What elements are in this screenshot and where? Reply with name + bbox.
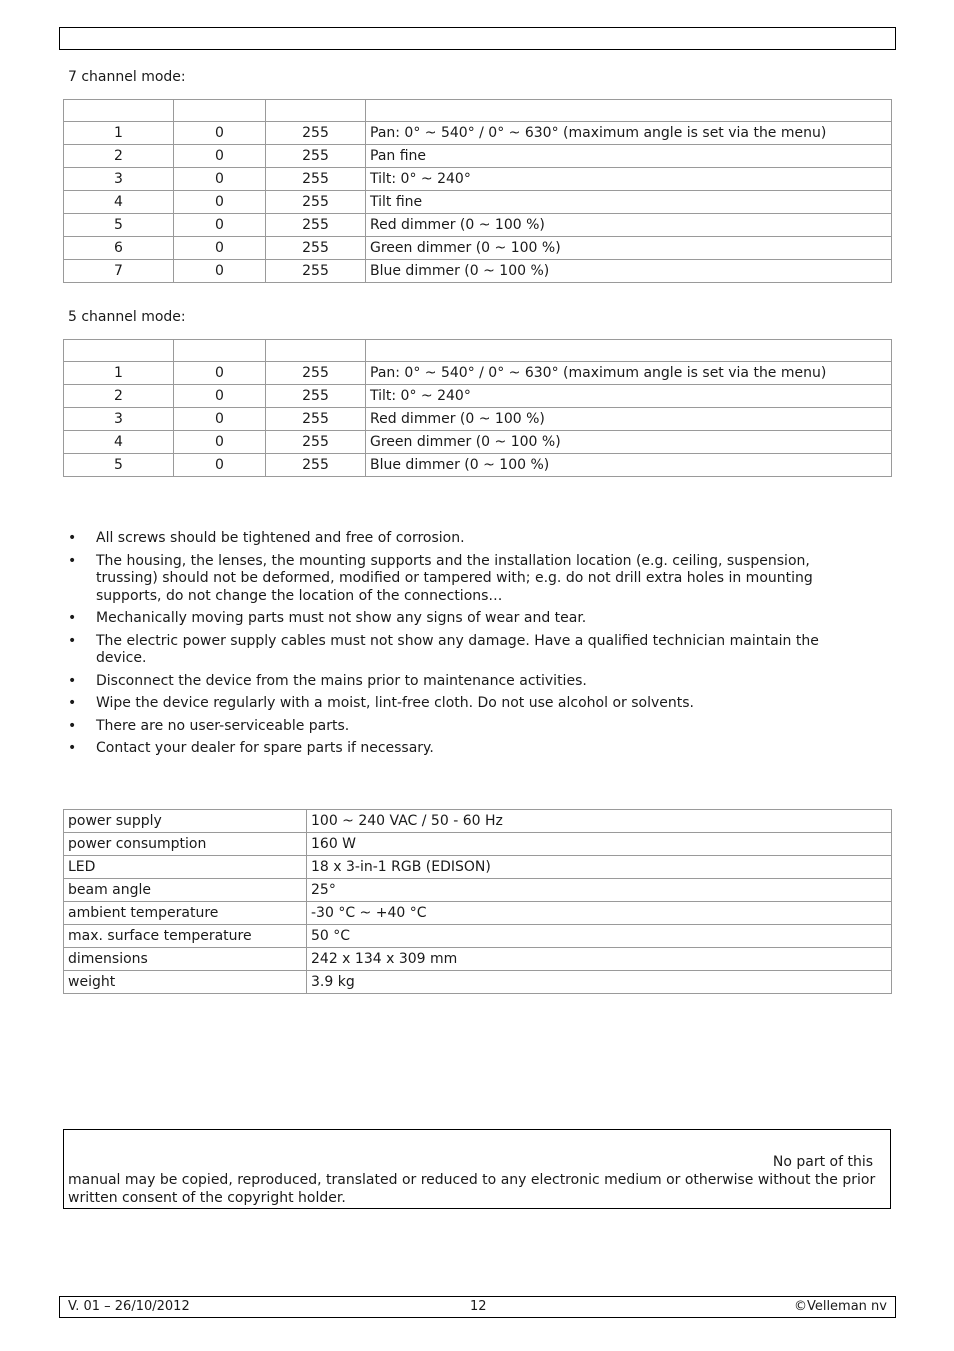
bullet-icon: • <box>68 530 77 546</box>
bullet-icon: • <box>68 610 77 626</box>
channel-cell: 6 <box>64 237 174 260</box>
channel-cell: 4 <box>64 191 174 214</box>
table-row <box>64 214 892 237</box>
list-item-text: Disconnect the device from the mains prior to maintenance activities. <box>96 672 587 689</box>
table-row <box>64 879 892 902</box>
spec-name-cell: max. surface temperature <box>64 925 307 948</box>
function-cell: Pan: 0° ~ 540° / 0° ~ 630° (maximum angle is set via the menu) <box>366 122 892 145</box>
spec-value-cell: 50 °C <box>307 925 892 948</box>
footer-version: V. 01 – 26/10/2012 <box>68 1299 190 1314</box>
channel-cell: 3 <box>64 168 174 191</box>
header-cell <box>366 340 892 362</box>
value-to-cell: 255 <box>266 431 366 454</box>
channel-cell: 5 <box>64 214 174 237</box>
specs-table <box>63 809 892 994</box>
channel-cell: 7 <box>64 260 174 283</box>
spec-name-cell: ambient temperature <box>64 902 307 925</box>
copyright-box <box>63 1129 891 1209</box>
spec-name-cell: LED <box>64 856 307 879</box>
spec-name-cell: power consumption <box>64 833 307 856</box>
spec-value-cell: 25° <box>307 879 892 902</box>
table-header-row <box>64 100 892 122</box>
value-to-cell: 255 <box>266 385 366 408</box>
table-row <box>64 168 892 191</box>
value-to-cell: 255 <box>266 122 366 145</box>
bullet-icon: • <box>68 632 77 649</box>
footer-page-number: 12 <box>470 1299 487 1314</box>
copyright-line1: No part of this <box>772 1154 873 1170</box>
table-row <box>64 191 892 214</box>
table-row <box>64 971 892 994</box>
table-row <box>64 385 892 408</box>
value-from-cell: 0 <box>174 191 266 214</box>
value-from-cell: 0 <box>174 260 266 283</box>
page-header-box <box>59 27 896 50</box>
table-row <box>64 948 892 971</box>
dmx7-table <box>63 99 892 283</box>
table-row <box>64 856 892 879</box>
table-row <box>64 902 892 925</box>
function-cell: Blue dimmer (0 ~ 100 %) <box>366 260 892 283</box>
list-item-text: The electric power supply cables must not show any damage. Have a qualified technician maintain the device. <box>96 632 819 666</box>
header-cell <box>266 340 366 362</box>
table-row <box>64 833 892 856</box>
function-cell: Blue dimmer (0 ~ 100 %) <box>366 454 892 477</box>
list-item <box>68 718 848 736</box>
table-row <box>64 122 892 145</box>
value-to-cell: 255 <box>266 191 366 214</box>
table-row <box>64 431 892 454</box>
function-cell: Red dimmer (0 ~ 100 %) <box>366 408 892 431</box>
bullet-icon: • <box>68 717 77 734</box>
function-cell: Green dimmer (0 ~ 100 %) <box>366 237 892 260</box>
channel-cell: 1 <box>64 362 174 385</box>
header-cell <box>174 100 266 122</box>
value-to-cell: 255 <box>266 260 366 283</box>
header-cell <box>174 340 266 362</box>
list-item <box>68 740 848 758</box>
channel-cell: 1 <box>64 122 174 145</box>
value-to-cell: 255 <box>266 362 366 385</box>
function-cell: Pan fine <box>366 145 892 168</box>
value-from-cell: 0 <box>174 122 266 145</box>
table-row <box>64 260 892 283</box>
spec-value-cell: 18 x 3-in-1 RGB (EDISON) <box>307 856 892 879</box>
list-item-text: Mechanically moving parts must not show any signs of wear and tear. <box>96 610 587 626</box>
table-header-row <box>64 340 892 362</box>
dmx7-label: 7 channel mode: <box>68 69 186 85</box>
table-row <box>64 237 892 260</box>
value-from-cell: 0 <box>174 145 266 168</box>
function-cell: Tilt fine <box>366 191 892 214</box>
channel-cell: 3 <box>64 408 174 431</box>
list-item <box>68 610 848 628</box>
list-item-text: The housing, the lenses, the mounting supports and the installation location (e.g. ceiling, suspension, trussing) should not be deformed, modified or tampered with; e.g. do not drill extra holes in mounting supports, do not change the location of the connections… <box>96 552 813 604</box>
header-cell <box>64 100 174 122</box>
list-item-text: Contact your dealer for spare parts if necessary. <box>96 740 434 756</box>
table-row <box>64 454 892 477</box>
spec-name-cell: dimensions <box>64 948 307 971</box>
value-to-cell: 255 <box>266 145 366 168</box>
bullet-icon: • <box>68 552 77 569</box>
dmx5-table <box>63 339 892 477</box>
copyright-text: manual may be copied, reproduced, translated or reduced to any electronic medium or otherwise without the prior written consent of the copyright holder. <box>68 1172 876 1206</box>
header-cell <box>266 100 366 122</box>
spec-name-cell: beam angle <box>64 879 307 902</box>
spec-value-cell: 242 x 134 x 309 mm <box>307 948 892 971</box>
table-row <box>64 925 892 948</box>
channel-cell: 5 <box>64 454 174 477</box>
function-cell: Red dimmer (0 ~ 100 %) <box>366 214 892 237</box>
value-from-cell: 0 <box>174 362 266 385</box>
bullet-icon: • <box>68 672 77 689</box>
value-from-cell: 0 <box>174 385 266 408</box>
value-from-cell: 0 <box>174 237 266 260</box>
maintenance-list <box>68 530 848 763</box>
value-from-cell: 0 <box>174 454 266 477</box>
function-cell: Green dimmer (0 ~ 100 %) <box>366 431 892 454</box>
bullet-icon: • <box>68 695 77 711</box>
channel-cell: 4 <box>64 431 174 454</box>
value-to-cell: 255 <box>266 168 366 191</box>
value-from-cell: 0 <box>174 431 266 454</box>
list-item <box>68 530 848 548</box>
value-from-cell: 0 <box>174 214 266 237</box>
spec-value-cell: 160 W <box>307 833 892 856</box>
table-row <box>64 810 892 833</box>
list-item <box>68 633 848 668</box>
list-item <box>68 695 848 713</box>
value-from-cell: 0 <box>174 168 266 191</box>
bullet-icon: • <box>68 740 77 756</box>
list-item-text: There are no user-serviceable parts. <box>96 717 350 734</box>
list-item <box>68 673 848 691</box>
table-row <box>64 362 892 385</box>
spec-name-cell: power supply <box>64 810 307 833</box>
value-from-cell: 0 <box>174 408 266 431</box>
value-to-cell: 255 <box>266 408 366 431</box>
dmx5-label: 5 channel mode: <box>68 309 186 325</box>
header-cell <box>366 100 892 122</box>
function-cell: Tilt: 0° ~ 240° <box>366 168 892 191</box>
header-cell <box>64 340 174 362</box>
spec-value-cell: 100 ~ 240 VAC / 50 - 60 Hz <box>307 810 892 833</box>
list-item-text: Wipe the device regularly with a moist, lint-free cloth. Do not use alcohol or solvents. <box>96 695 694 711</box>
footer-company: ©Velleman nv <box>793 1299 887 1314</box>
table-row <box>64 145 892 168</box>
page-footer <box>59 1296 896 1318</box>
list-item <box>68 553 848 606</box>
channel-cell: 2 <box>64 385 174 408</box>
function-cell: Tilt: 0° ~ 240° <box>366 385 892 408</box>
value-to-cell: 255 <box>266 214 366 237</box>
spec-value-cell: 3.9 kg <box>307 971 892 994</box>
channel-cell: 2 <box>64 145 174 168</box>
function-cell: Pan: 0° ~ 540° / 0° ~ 630° (maximum angle is set via the menu) <box>366 362 892 385</box>
spec-name-cell: weight <box>64 971 307 994</box>
spec-value-cell: -30 °C ~ +40 °C <box>307 902 892 925</box>
table-row <box>64 408 892 431</box>
value-to-cell: 255 <box>266 237 366 260</box>
list-item-text: All screws should be tightened and free of corrosion. <box>96 530 465 546</box>
value-to-cell: 255 <box>266 454 366 477</box>
